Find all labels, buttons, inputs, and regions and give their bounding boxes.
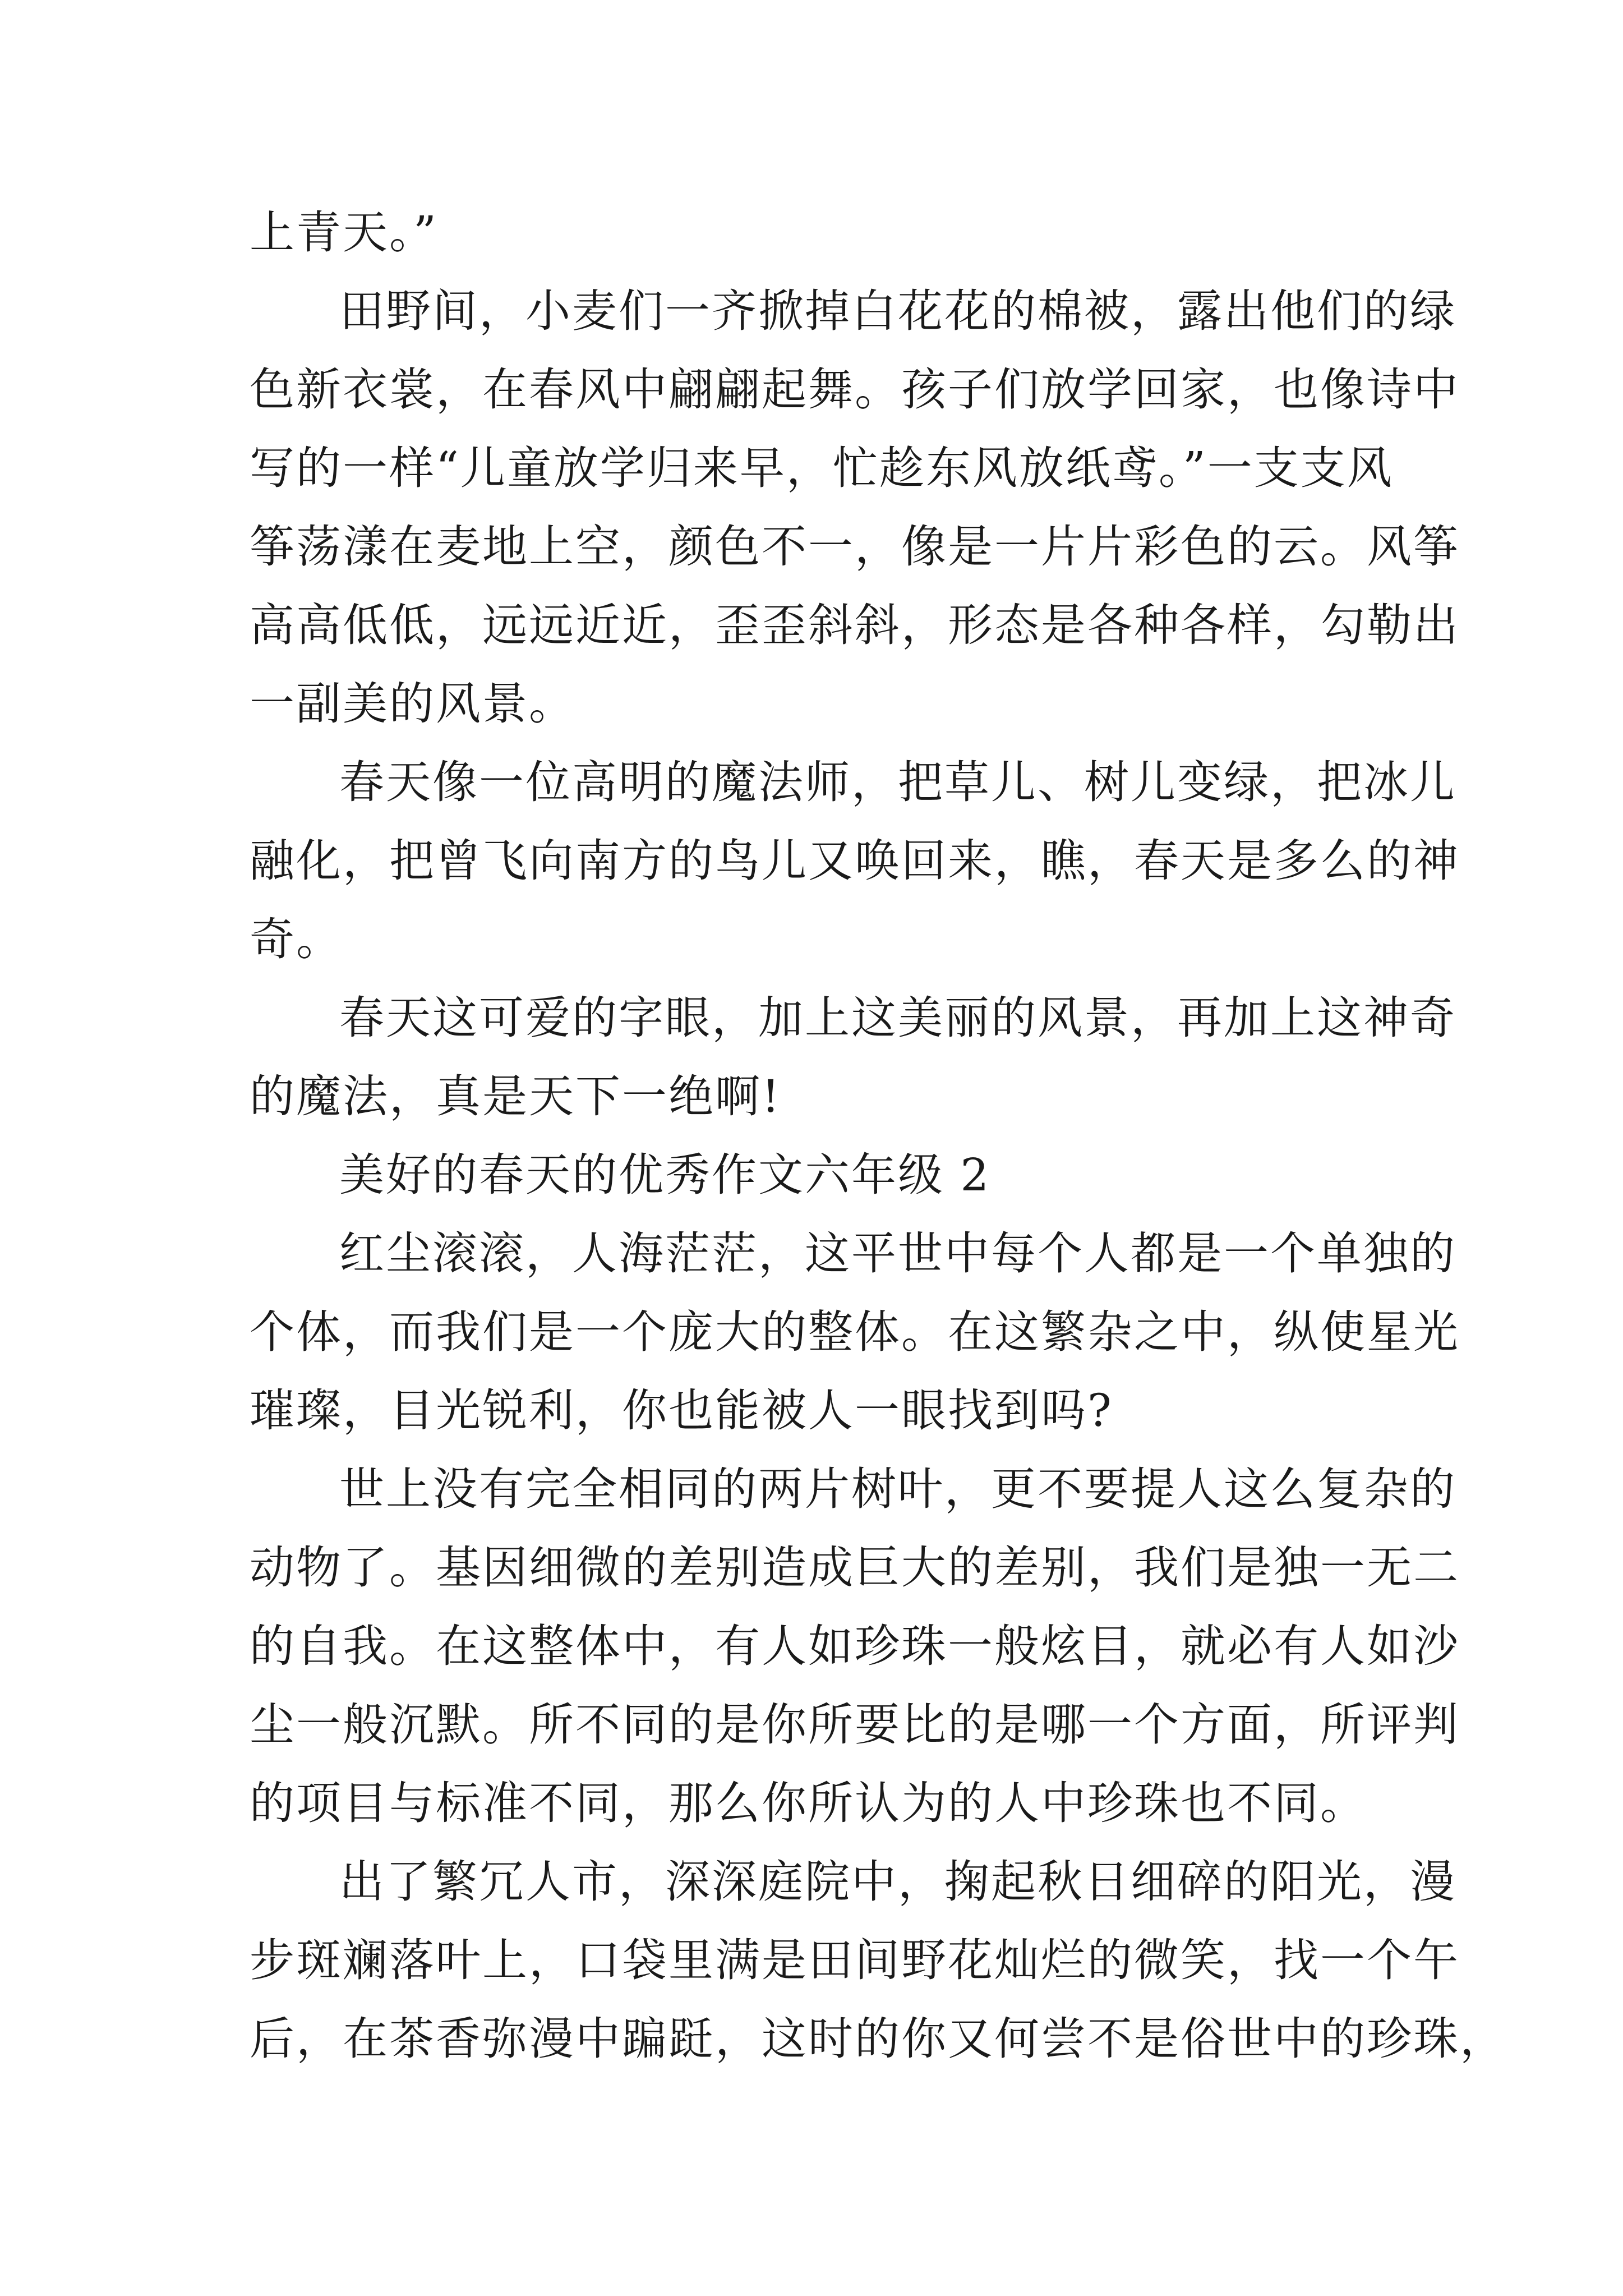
text-line: 动物了。基因细微的差别造成巨大的差别，我们是独一无二	[250, 1542, 1460, 1594]
text-line: 的魔法，真是天下一绝啊!	[250, 1070, 782, 1122]
text-line: 尘一般沉默。所不同的是你所要比的是哪一个方面，所评判	[250, 1699, 1460, 1751]
text-line: 筝荡漾在麦地上空，颜色不一，像是一片片彩色的云。风筝	[250, 521, 1460, 573]
text-line: 融化，把曾飞向南方的鸟儿又唤回来，瞧，春天是多么的神	[250, 835, 1460, 887]
paragraph-start-line: 红尘滚滚，人海茫茫，这平世中每个人都是一个单独的	[339, 1227, 1456, 1280]
text-line: 步斑斓落叶上，口袋里满是田间野花灿烂的微笑，找一个午	[250, 1934, 1460, 1986]
paragraph-start-line: 世上没有完全相同的两片树叶，更不要提人这么复杂的	[339, 1463, 1456, 1515]
text-line: 上青天。”	[250, 206, 438, 259]
paragraph-start-line: 田野间，小麦们一齐掀掉白花花的棉被，露出他们的绿	[339, 285, 1456, 337]
text-line: 后，在茶香弥漫中蹁跹，这时的你又何尝不是俗世中的珍珠，	[250, 2013, 1506, 2065]
paragraph-start-line: 春天像一位高明的魔法师，把草儿、树儿变绿，把冰儿	[339, 756, 1456, 808]
text-line: 高高低低，远远近近，歪歪斜斜，形态是各种各样，勾勒出	[250, 599, 1460, 651]
text-line: 奇。	[250, 913, 343, 965]
text-line: 个体，而我们是一个庞大的整体。在这繁杂之中，纵使星光	[250, 1306, 1460, 1358]
paragraph-start-line: 出了繁冗人市，深深庭院中，掬起秋日细碎的阳光，漫	[339, 1856, 1456, 1908]
text-line: 的自我。在这整体中，有人如珍珠一般炫目，就必有人如沙	[250, 1620, 1460, 1672]
section-heading: 美好的春天的优秀作文六年级 2	[339, 1149, 991, 1201]
paragraph-start-line: 春天这可爱的字眼，加上这美丽的风景，再加上这神奇	[339, 992, 1456, 1044]
text-line: 璀璨，目光锐利，你也能被人一眼找到吗?	[250, 1384, 1113, 1437]
text-line: 一副美的风景。	[250, 678, 575, 730]
text-line: 色新衣裳，在春风中翩翩起舞。孩子们放学回家，也像诗中	[250, 364, 1460, 416]
text-line: 写的一样“儿童放学归来早，忙趁东风放纸鸢。”一支支风	[250, 442, 1394, 494]
text-line: 的项目与标准不同，那么你所认为的人中珍珠也不同。	[250, 1777, 1367, 1829]
